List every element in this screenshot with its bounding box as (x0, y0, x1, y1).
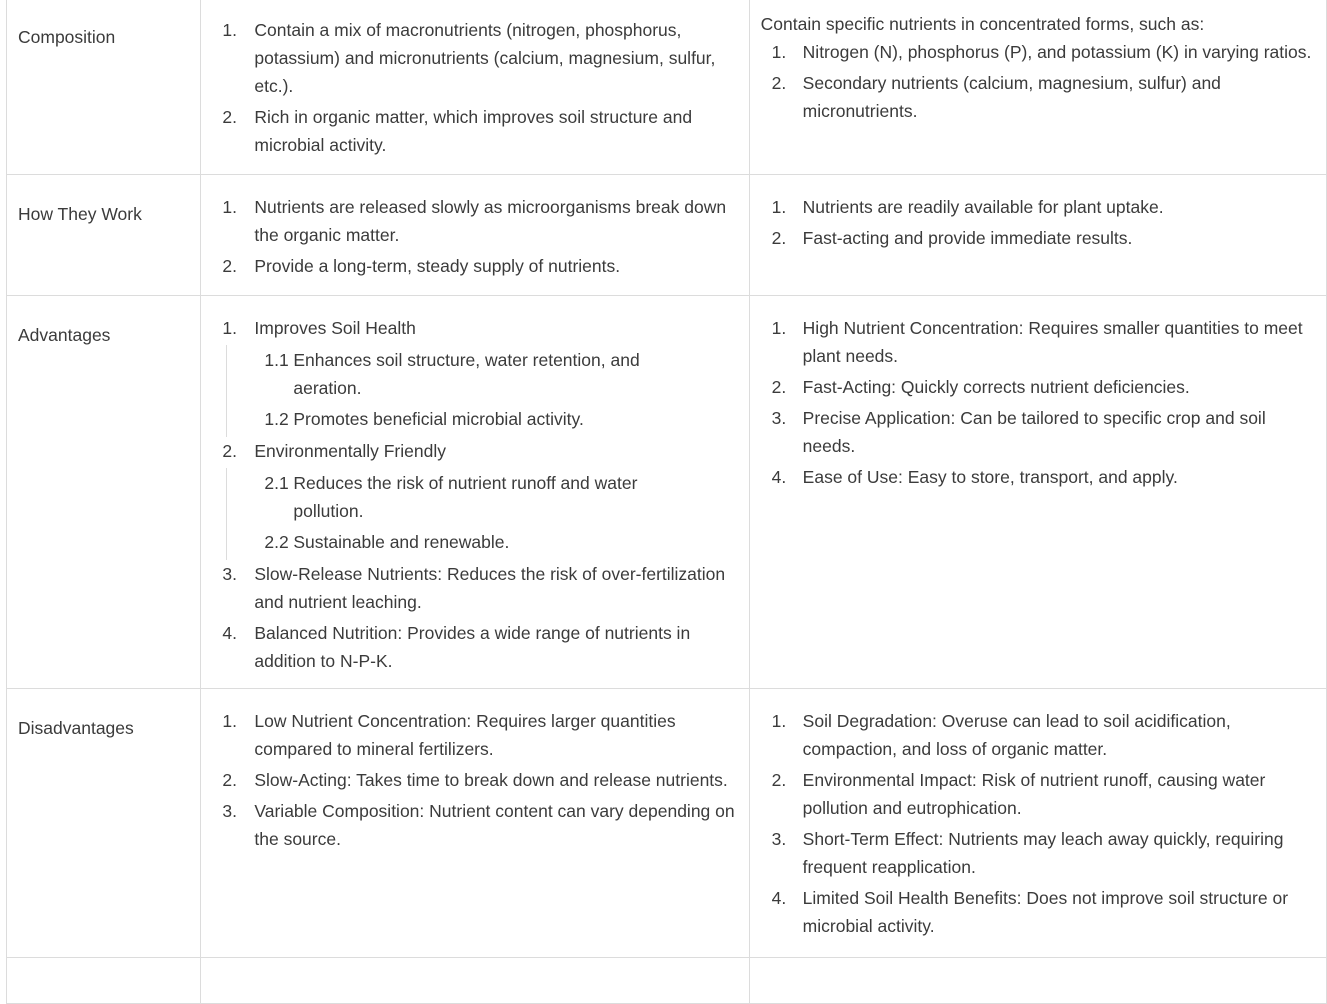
list-item (201, 252, 748, 280)
list-item (750, 707, 1326, 763)
item-text: Environmental Impact: Risk of nutrient runoff, causing water pollution and eutrophication. (802, 770, 1266, 818)
item-number: 4. (771, 888, 787, 908)
list-item (750, 314, 1326, 370)
organic-list (201, 314, 748, 675)
sub-list-item (227, 346, 748, 402)
item-text: Low Nutrient Concentration: Requires larger quantities compared to mineral fertilizers. (254, 711, 676, 759)
sub-item-number: 2.1 (264, 473, 289, 493)
sub-item-text: Enhances soil structure, water retention, and aeration. (293, 350, 640, 398)
item-text: Variable Composition: Nutrient content can vary depending on the source. (254, 801, 735, 849)
list-item (750, 224, 1326, 252)
sub-item-number: 1.1 (264, 350, 289, 370)
item-number: 3. (771, 829, 787, 849)
item-text: High Nutrient Concentration: Requires smaller quantities to meet plant needs. (802, 318, 1303, 366)
list-item (750, 463, 1326, 491)
mineral-cell (749, 689, 1326, 958)
mineral-intro: Contain specific nutrients in concentrated forms, such as: (760, 14, 1205, 34)
organic-list (201, 16, 748, 159)
list-item (750, 404, 1326, 460)
list-item (201, 707, 748, 763)
item-number: 3. (771, 408, 787, 428)
item-number: 2. (771, 377, 787, 397)
mineral-cell (749, 0, 1326, 175)
item-text: Fast-acting and provide immediate results. (802, 228, 1133, 248)
item-number: 1. (771, 197, 787, 217)
table-row (7, 689, 1327, 958)
sub-list-item (227, 528, 748, 556)
organic-list (201, 707, 748, 853)
item-text: Provide a long-term, steady supply of nutrients. (254, 256, 621, 276)
organic-cell (201, 0, 749, 175)
item-number: 1. (771, 711, 787, 731)
table-row (7, 296, 1327, 689)
list-item (201, 619, 748, 675)
empty-cell (201, 958, 749, 1004)
mineral-list (750, 193, 1326, 252)
item-number: 1. (222, 20, 237, 40)
list-item (750, 373, 1326, 401)
item-text: Fast-Acting: Quickly corrects nutrient deficiencies. (802, 377, 1190, 397)
item-number: 2. (222, 107, 237, 127)
organic-list (201, 193, 748, 280)
item-number: 2. (222, 441, 237, 461)
sub-item-text: Promotes beneficial microbial activity. (293, 409, 584, 429)
table-row (7, 0, 1327, 175)
sub-item-text: Sustainable and renewable. (293, 532, 510, 552)
item-text: Short-Term Effect: Nutrients may leach away quickly, requiring frequent reapplication. (802, 829, 1284, 877)
organic-cell (201, 296, 749, 689)
item-number: 2. (222, 256, 237, 276)
item-number: 1. (222, 197, 237, 217)
list-item (750, 38, 1326, 66)
sub-list (226, 468, 748, 560)
table-row-empty (7, 958, 1327, 1004)
item-text: Soil Degradation: Overuse can lead to soil acidification, compaction, and loss of organic matter. (802, 711, 1231, 759)
sub-list (226, 345, 748, 437)
mineral-cell (749, 175, 1326, 296)
list-item (750, 766, 1326, 822)
list-item (750, 884, 1326, 940)
empty-cell (749, 958, 1326, 1004)
list-item (201, 437, 748, 465)
item-text: Nitrogen (N), phosphorus (P), and potassium (K) in varying ratios. (802, 42, 1312, 62)
item-text: Slow-Acting: Takes time to break down and release nutrients. (254, 770, 728, 790)
list-item (201, 766, 748, 794)
item-text: Secondary nutrients (calcium, magnesium, sulfur) and micronutrients. (802, 73, 1221, 121)
item-text: Nutrients are readily available for plant uptake. (802, 197, 1164, 217)
sub-list-item (227, 405, 748, 433)
list-item (201, 314, 748, 342)
row-label: Composition (7, 0, 201, 175)
item-text: Slow-Release Nutrients: Reduces the risk of over-fertilization and nutrient leaching. (254, 564, 726, 612)
item-number: 4. (222, 623, 237, 643)
row-label: Disadvantages (7, 689, 201, 958)
table-row (7, 175, 1327, 296)
item-text: Precise Application: Can be tailored to specific crop and soil needs. (802, 408, 1266, 456)
sub-list-item (227, 469, 748, 525)
item-number: 2. (771, 770, 787, 790)
row-label: How They Work (7, 175, 201, 296)
mineral-cell (749, 296, 1326, 689)
item-number: 1. (771, 318, 787, 338)
list-item (201, 103, 748, 159)
organic-cell (201, 689, 749, 958)
sub-item-text: Reduces the risk of nutrient runoff and water pollution. (293, 473, 638, 521)
item-number: 1. (222, 318, 237, 338)
empty-cell (7, 958, 201, 1004)
item-number: 3. (222, 564, 237, 584)
list-item (750, 69, 1326, 125)
item-text: Ease of Use: Easy to store, transport, and apply. (802, 467, 1178, 487)
comparison-table (6, 0, 1327, 1004)
mineral-list (750, 707, 1326, 940)
list-item (201, 16, 748, 100)
mineral-list (750, 38, 1326, 125)
item-text: Rich in organic matter, which improves soil structure and microbial activity. (254, 107, 693, 155)
list-item (201, 193, 748, 249)
item-number: 1. (771, 42, 787, 62)
item-number: 4. (771, 467, 787, 487)
item-number: 1. (222, 711, 237, 731)
item-text: Improves Soil Health (254, 318, 416, 338)
list-item (201, 560, 748, 616)
item-text: Nutrients are released slowly as microorganisms break down the organic matter. (254, 197, 727, 245)
item-text: Contain a mix of macronutrients (nitrogen, phosphorus, potassium) and micronutrients (calcium, magnesium, sulfur, etc.). (254, 20, 716, 96)
organic-cell (201, 175, 749, 296)
mineral-list (750, 314, 1326, 491)
item-number: 2. (771, 228, 787, 248)
sub-item-number: 1.2 (264, 409, 289, 429)
list-item (750, 825, 1326, 881)
item-number: 2. (771, 73, 787, 93)
list-item (750, 193, 1326, 221)
item-number: 2. (222, 770, 237, 790)
item-text: Balanced Nutrition: Provides a wide range of nutrients in addition to N-P-K. (254, 623, 691, 671)
sub-item-number: 2.2 (264, 532, 289, 552)
item-text: Environmentally Friendly (254, 441, 446, 461)
item-number: 3. (222, 801, 237, 821)
row-label: Advantages (7, 296, 201, 689)
list-item (201, 797, 748, 853)
item-text: Limited Soil Health Benefits: Does not improve soil structure or microbial activity. (802, 888, 1289, 936)
